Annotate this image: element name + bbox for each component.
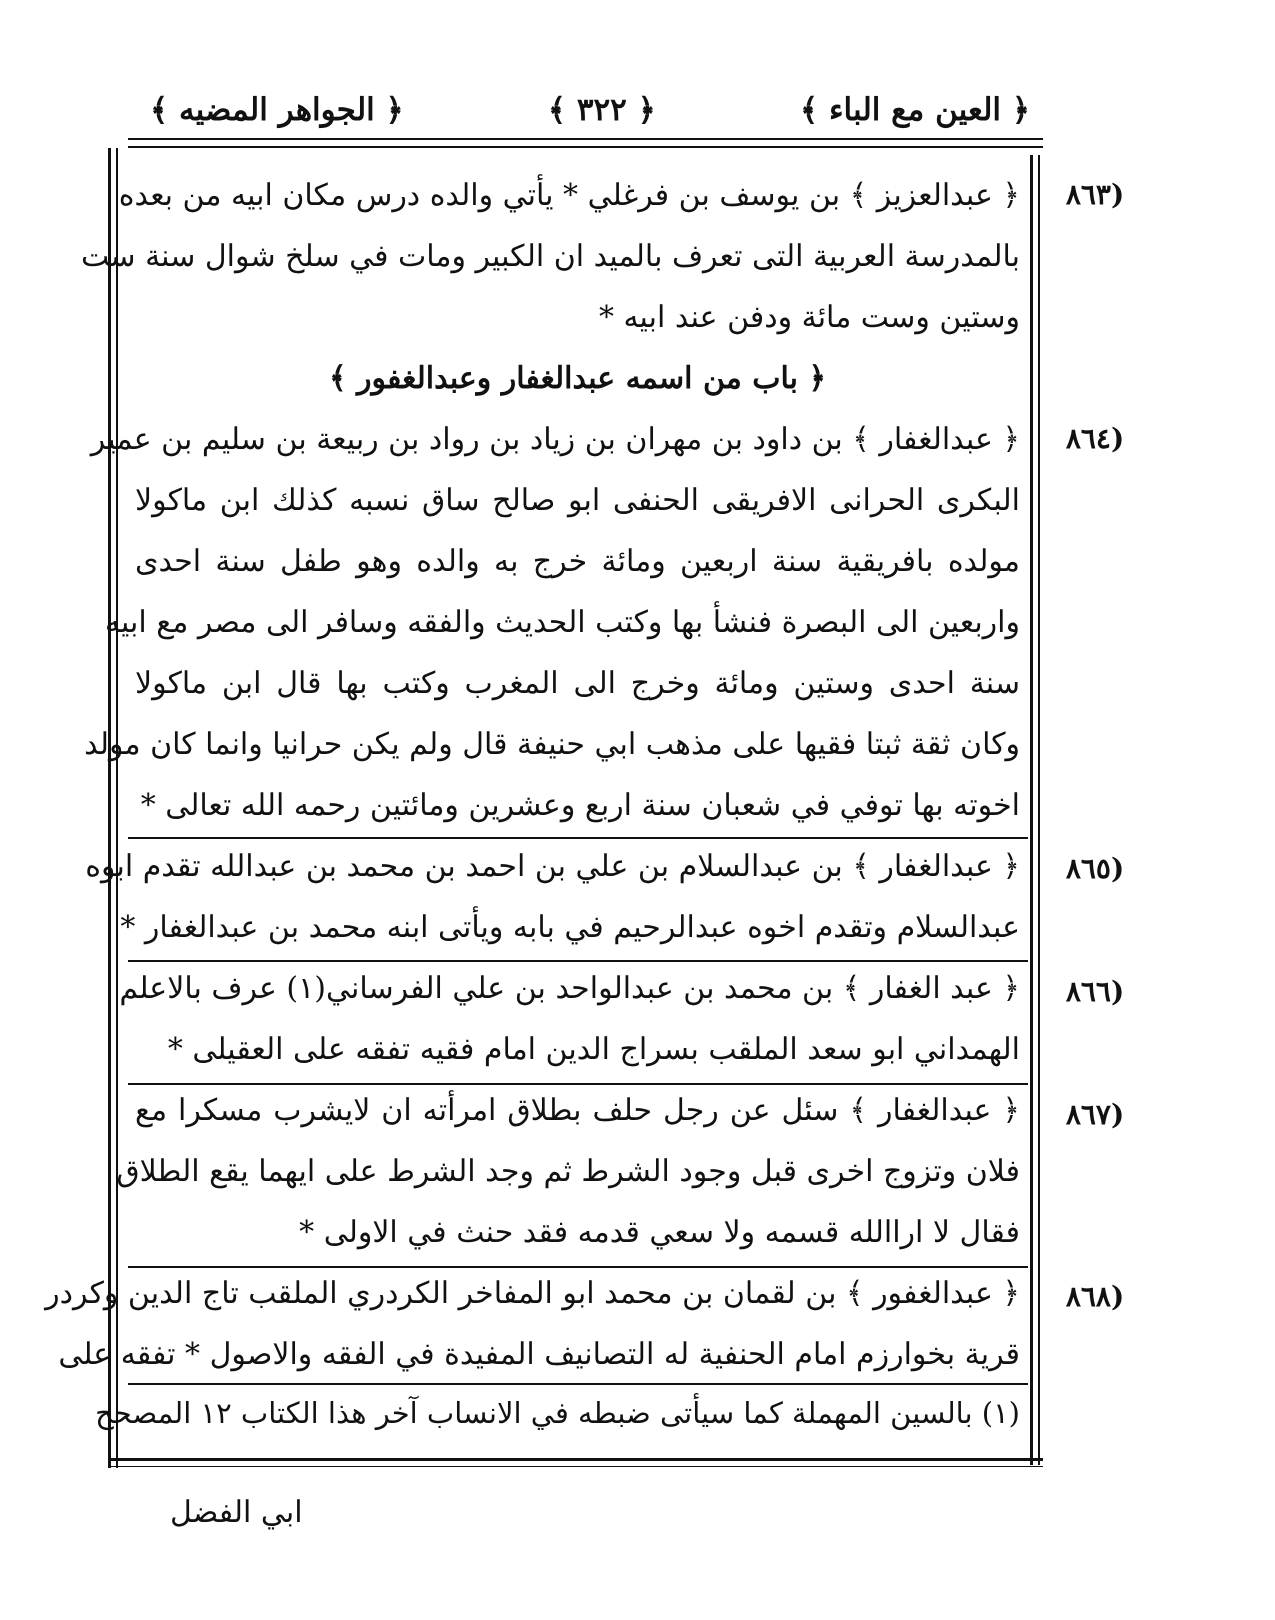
text-line: ﴿ عبدالغفار ﴾ بن داود بن مهران بن زياد بن رواد بن ربيعة بن سليم بن عمير [90, 422, 1020, 457]
entry-number: (٨٦٣ [1065, 178, 1125, 211]
text-line: واربعين الى البصرة فنشأ بها وكتب الحديث والفقه وسافر الى مصر مع ابيه [104, 605, 1020, 640]
entry-number: (٨٦٦ [1065, 975, 1125, 1008]
text-line: الهمداني ابو سعد الملقب بسراج الدين امام فقيه تفقه على العقيلى * [167, 1032, 1020, 1067]
text-line: قرية بخوارزم امام الحنفية له التصانيف المفيدة في الفقه والاصول * تفقه على [58, 1337, 1020, 1372]
text-line: ﴿ عبد الغفار ﴾ بن محمد بن عبدالواحد بن علي الفرساني(١) عرف بالاعلم [119, 971, 1020, 1006]
entry-separator [128, 960, 1028, 962]
text-line: سنة احدى وستين ومائة وخرج الى المغرب وكتب بها قال ابن ماكولا [135, 666, 1020, 701]
entry-separator [128, 1266, 1028, 1268]
text-line: البكرى الحرانى الافريقى الحنفى ابو صالح ساق نسبه كذلك ابن ماكولا [135, 483, 1020, 518]
header-rule-double [128, 146, 1043, 148]
entry-separator [128, 837, 1028, 839]
text-line: وكان ثقة ثبتا فقيها على مذهب ابي حنيفة قال ولم يكن حرانيا وانما كان مولد [84, 727, 1020, 762]
footnote: (١) بالسين المهملة كما سيأتى ضبطه في الانساب آخر هذا الكتاب ١٢ المصحح [95, 1396, 1020, 1430]
entry-number: (٨٦٤ [1065, 422, 1125, 455]
entry-number: (٨٦٥ [1065, 852, 1125, 885]
header-chapter: ﴿ العين مع الباء ﴾ [799, 92, 1030, 128]
text-line: فقال لا اراالله قسمه ولا سعي قدمه فقد حنث في الاولى * [299, 1215, 1020, 1250]
header-page-number: ﴿ ٣٢٢ ﴾ [547, 92, 656, 128]
text-line: فلان وتزوج اخرى قبل وجود الشرط ثم وجد الشرط على ايهما يقع الطلاق [116, 1154, 1020, 1189]
frame-border-right-inner [1038, 155, 1040, 1465]
library-stamp: ابي الفضل [170, 1495, 303, 1530]
bottom-rule-thin [108, 1466, 1043, 1467]
text-line: ﴿ عبدالعزيز ﴾ بن يوسف بن فرغلي * يأتي والده درس مكان ابيه من بعده [118, 178, 1020, 213]
entry-separator [128, 1083, 1028, 1085]
entry-number: (٨٦٨ [1065, 1280, 1125, 1313]
text-line: وستين وست مائة ودفن عند ابيه * [598, 300, 1020, 335]
text-line: مولده بافريقية سنة اربعين ومائة خرج به والده وهو طفل سنة احدى [135, 544, 1020, 579]
entry-number: (٨٦٧ [1065, 1098, 1125, 1131]
page-header [150, 84, 1030, 136]
text-line: بالمدرسة العربية التى تعرف بالميد ان الكبير ومات في سلخ شوال سنة ست [80, 239, 1020, 274]
bottom-rule [108, 1458, 1043, 1461]
text-line: عبدالسلام وتقدم اخوه عبدالرحيم في بابه ويأتى ابنه محمد بن عبدالغفار * [120, 910, 1020, 945]
header-rule [128, 138, 1043, 140]
text-line: ﴿ عبدالغفور ﴾ بن لقمان بن محمد ابو المفاخر الكردري الملقب تاج الدين وكردر [45, 1276, 1020, 1311]
header-book-title: ﴿ الجواهر المضيه ﴾ [150, 92, 404, 128]
text-line: ﴿ عبدالغفار ﴾ بن عبدالسلام بن علي بن احمد بن محمد بن عبدالله تقدم ابوه [85, 849, 1020, 884]
frame-border-right [1030, 155, 1033, 1465]
text-line: ﴿ عبدالغفار ﴾ سئل عن رجل حلف بطلاق امرأته ان لايشرب مسكرا مع [135, 1093, 1020, 1128]
text-line: اخوته بها توفي في شعبان سنة اربع وعشرين ومائتين رحمه الله تعالى * [140, 788, 1020, 823]
section-heading: ﴿ باب من اسمه عبدالغفار وعبدالغفور ﴾ [328, 361, 827, 396]
main-text [45, 165, 1020, 1385]
